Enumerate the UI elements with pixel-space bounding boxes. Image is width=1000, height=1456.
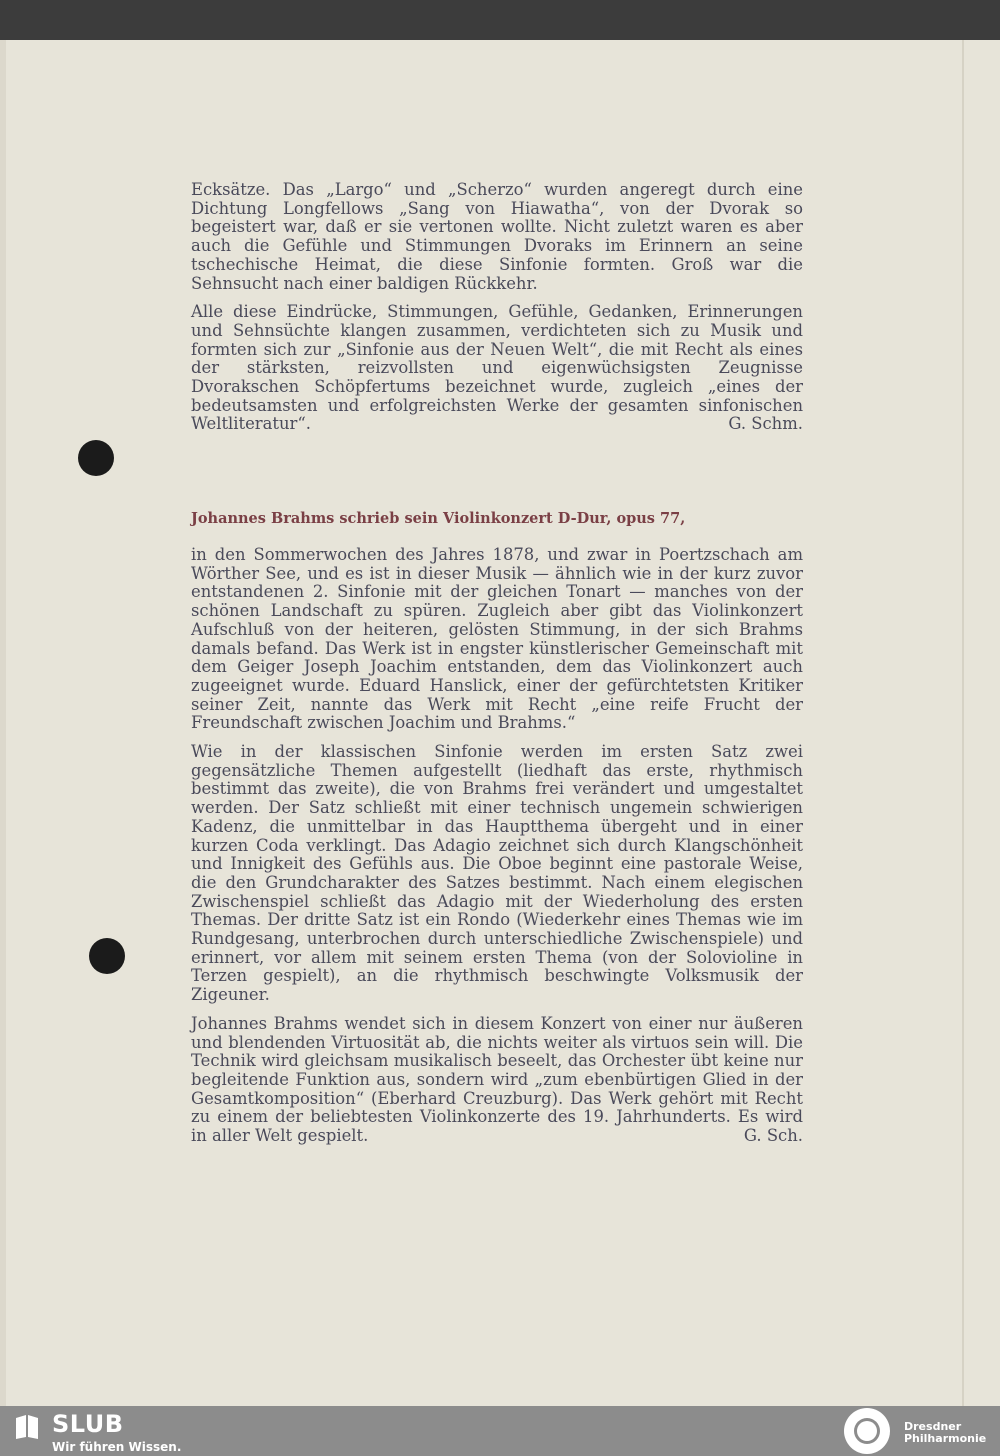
dresdner-philharmonie-logo-icon	[840, 1406, 894, 1456]
author-signature: G. Sch.	[743, 1126, 803, 1146]
partner-name-line2: Philharmonie	[904, 1432, 987, 1445]
slub-logo-text: SLUB	[52, 1410, 124, 1438]
author-signature: G. Schm.	[728, 414, 803, 434]
book-icon	[14, 1412, 40, 1440]
paragraph	[191, 1015, 803, 1146]
punch-hole-top	[78, 440, 114, 476]
paragraph: in den Sommerwochen des Jahres 1878, und zwar in Poertzschach am Wörther See, und es ist in dieser Musik — ähnlich wie in der kurz zuvor entstandenen 2. Sinfonie mit der gleichen Tonart — manches von der schönen Landschaft zu spüren. Zugleich aber gibt das Violinkonzert Aufschluß von der heiteren, gelösten Stimmung, in der sich Brahms damals befand. Das Werk ist in engster künstlerischer Gemeinschaft mit dem Geiger Joseph Joachim entstanden, dem das Violinkonzert auch zugeeignet wurde. Eduard Hanslick, einer der gefürchtetsten Kritiker seiner Zeit, nannte das Werk mit Recht „eine reife Frucht der Freundschaft zwischen Joachim und Brahms.“	[191, 545, 803, 733]
paragraph-text: Johannes Brahms wendet sich in diesem Konzert von einer nur äußeren und blendenden Virtuosität ab, die nichts weiter als virtuos sein will. Die Technik wird gleichsam musikalisch beseelt, das Orchester übt keine nur begleitende Funktion aus, sondern wird „zum ebenbürtigen Glied in der Gesamtkomposition“ (Eberhard Creuzburg). Das Werk gehört mit Recht zu einem der beliebtesten Violinkonzerte des 19. Jahrhunderts. Es wird in aller Welt gespielt.	[191, 1013, 803, 1146]
document-page	[0, 40, 1000, 1406]
page-fold-line	[962, 40, 964, 1406]
partner-name-line1: Dresdner	[904, 1420, 962, 1433]
footer-bar	[0, 1406, 1000, 1456]
paragraph-text: Alle diese Eindrücke, Stimmungen, Gefühle, Gedanken, Erinnerungen und Sehnsüchte klangen zusammen, verdichteten sich zu Musik und formten sich zur „Sinfonie aus der Neuen Welt“, die mit Recht als eines der stärksten, reizvollsten und eigenwüchsigsten Zeugnisse Dvorakschen Schöpfertums bezeichnet wurde, zugleich „eines der bedeutsamsten und erfolgreichsten Werke der gesamten sinfonischen Weltliteratur“.	[191, 302, 803, 434]
paragraph	[191, 303, 803, 434]
section-heading: Johannes Brahms schrieb sein Violinkonzert D-Dur, opus 77,	[191, 510, 686, 527]
punch-hole-bottom	[89, 938, 125, 974]
brahms-text-section	[191, 546, 803, 1146]
slub-slogan: Wir führen Wissen.	[52, 1440, 182, 1454]
partner-name	[904, 1421, 986, 1445]
top-scan-border	[0, 0, 1000, 40]
paragraph: Wie in der klassischen Sinfonie werden im ersten Satz zwei gegensätzliche Themen aufgestellt (liedhaft das erste, rhythmisch bestimmt das zweite), die von Brahms frei verändert und umgestaltet werden. Der Satz schließt mit einer technisch ungemein schwierigen Kadenz, die unmittelbar in das Hauptthema übergeht und in einer kurzen Coda verklingt. Das Adagio zeichnet sich durch Klangschönheit und Innigkeit des Gefühls aus. Die Oboe beginnt eine pastorale Weise, die den Grundcharakter des Satzes bestimmt. Nach einem elegischen Zwischenspiel schließt das Adagio mit der Wiederholung des ersten Themas. Der dritte Satz ist ein Rondo (Wiederkehr eines Themas wie im Rundgesang, unterbrochen durch unterschiedliche Zwischenspiele) und erinnert, vor allem mit seinem ersten Thema (von der Solovioline in Terzen gespielt), an die rhythmisch beschwingte Volksmusik der Zigeuner.	[191, 742, 803, 1005]
paragraph: Ecksätze. Das „Largo“ und „Scherzo“ wurden angeregt durch eine Dichtung Longfellows „Sang von Hiawatha“, von der Dvorak so begeistert war, daß er sie vertonen wollte. Nicht zuletzt waren es aber auch die Gefühle und Stimmungen Dvoraks im Erinnern an seine tschechische Heimat, die diese Sinfonie formten. Groß war die Sehnsucht nach einer baldigen Rückkehr.	[191, 180, 803, 293]
dvorak-text-section	[191, 181, 803, 434]
page-edge	[0, 40, 6, 1406]
